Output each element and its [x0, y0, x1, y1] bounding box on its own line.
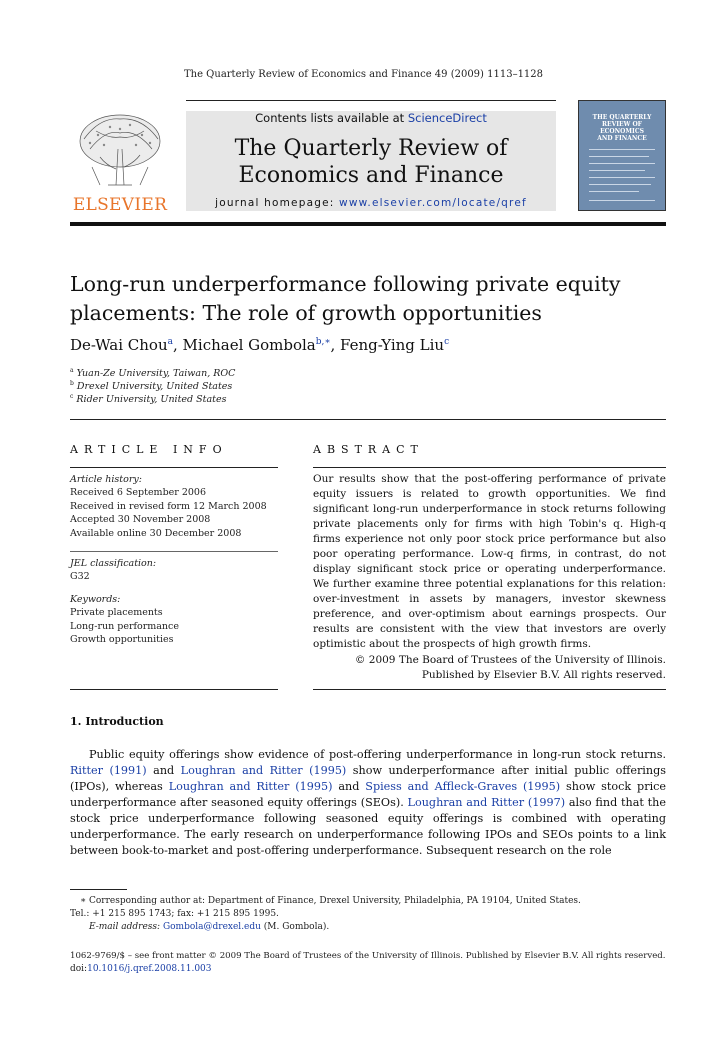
sciencedirect-link[interactable]: ScienceDirect	[407, 111, 487, 125]
journal-title-line1: The Quarterly Review of	[234, 136, 508, 161]
author-affiliation-marker[interactable]: c	[444, 337, 450, 347]
footnote-tel: Tel.: +1 215 895 1743; fax: +1 215 895 1995.	[70, 909, 279, 919]
article-info-heading: ARTICLE INFO	[70, 443, 228, 456]
jel-code: G32	[70, 571, 90, 582]
history-item: Received in revised form 12 March 2008	[70, 500, 267, 512]
jel-label: JEL classification:	[70, 558, 157, 569]
elsevier-wordmark: ELSEVIER	[72, 195, 168, 215]
author-list	[70, 336, 666, 354]
abstract-bottom-rule	[313, 689, 666, 690]
section-rule	[70, 419, 666, 420]
intro-text: and	[332, 780, 366, 793]
affiliation-c: $^c$ Rider University, United States	[70, 393, 227, 406]
author-name[interactable]: De-Wai Chou	[70, 336, 168, 354]
abstract-rule	[313, 467, 666, 468]
masthead-bottom-rule	[70, 222, 666, 226]
introduction-body	[70, 747, 666, 859]
footnote-corresponding: ∗ Corresponding author at: Department of Finance, Drexel University, Philadelphia, PA 19104, United States.	[80, 896, 581, 906]
header-rule	[186, 100, 556, 101]
author-name[interactable]: Feng-Ying Liu	[340, 336, 445, 354]
cover-text-line	[589, 170, 645, 171]
intro-text: show underperformance after initial public offerings (IPOs), whereas	[70, 764, 666, 793]
introduction-heading: 1. Introduction	[70, 715, 164, 728]
journal-cover[interactable]	[578, 100, 666, 211]
abstract-text: Our results show that the post-offering performance of private equity issuers is related to growth opportunities. We find significant long-run underperformance in stock returns following private placements only for firms with high Tobin's q. High-q firms experience not only poor stock price performance but also poor operating performance. Low-q firms, in contrast, do not display significant stock price or operating underperformance. We further examine three potential explanations for this relation: over-investment in assets by managers, investor skewness preference, and over-optimism about earnings prospects. Our results are consistent with the view that investors are overly optimistic about the prospects of high growth firms.	[313, 473, 666, 650]
citation-link[interactable]: Loughran and Ritter (1995)	[180, 764, 347, 777]
front-matter-line: 1062-9769/$ – see front matter © 2009 The Board of Trustees of the University of Illinois. Published by Elsevier B.V. All rights reserved.	[70, 951, 666, 961]
keyword-item: Private placements	[70, 607, 163, 618]
abstract-copyright-line1: © 2009 The Board of Trustees of the University of Illinois.	[354, 654, 666, 666]
intro-text: also find that the stock price underperformance following seasoned equity offerings is combined with operating underperformance. The early research on underperformance following IPOs and SEOs points to a link between book-to-market and post-offering underperformance. Subsequent research on the role	[70, 796, 667, 857]
keywords-label: Keywords:	[70, 594, 121, 605]
cover-text-line	[589, 200, 655, 201]
journal-title-line2: Economics and Finance	[238, 163, 504, 188]
citation-link[interactable]: Ritter (1991)	[70, 764, 147, 777]
tree-logo-icon	[70, 109, 170, 195]
doi-label: doi:	[70, 964, 88, 974]
article-title-line2: placements: The role of growth opportunities	[70, 301, 542, 325]
keyword-item: Long-run performance	[70, 620, 179, 632]
abstract-copyright-line2: Published by Elsevier B.V. All rights reserved.	[421, 669, 666, 681]
keyword-item: Growth opportunities	[70, 634, 174, 645]
cover-text-line	[589, 149, 655, 150]
cover-text-line	[589, 163, 655, 164]
author-affiliation-marker[interactable]: a	[167, 337, 173, 347]
author-name[interactable]: Michael Gombola	[182, 336, 316, 354]
history-list	[70, 486, 267, 540]
footnote-email	[89, 922, 329, 932]
email-suffix: (M. Gombola).	[260, 922, 330, 932]
cover-text-line	[589, 191, 639, 192]
homepage-label: journal homepage:	[215, 197, 340, 209]
article-title-line1: Long-run underperformance following private equity	[70, 272, 621, 296]
email-link[interactable]: Gombola@drexel.edu	[162, 922, 261, 932]
cover-title-line2: REVIEW OF	[602, 121, 642, 128]
citation-link[interactable]: Spiess and Affleck-Graves (1995)	[365, 780, 561, 793]
email-label: E-mail address:	[89, 922, 163, 932]
author-separator: ,	[172, 336, 183, 354]
cover-text-line	[589, 156, 649, 157]
affiliation-a: $^a$ Yuan-Ze University, Taiwan, ROC	[70, 367, 236, 380]
contents-prefix: Contents lists available at	[255, 111, 408, 125]
history-item: Available online 30 December 2008	[70, 527, 242, 539]
citation-link[interactable]: Loughran and Ritter (1997)	[407, 796, 566, 809]
elsevier-logo[interactable]	[70, 109, 170, 215]
cover-title-line3: ECONOMICS	[600, 128, 644, 135]
keywords-list	[70, 606, 179, 647]
article-info-rule	[70, 467, 278, 468]
affiliation-b: $^b$ Drexel University, United States	[70, 380, 233, 393]
journal-masthead	[186, 111, 556, 211]
cover-text-line	[589, 177, 655, 178]
intro-text: and	[146, 764, 181, 777]
article-info-bottom-rule	[70, 689, 278, 690]
cover-text-line	[589, 184, 651, 185]
journal-homepage	[186, 197, 556, 209]
history-item: Received 6 September 2006	[70, 487, 207, 498]
cover-title	[579, 114, 665, 142]
citation-link[interactable]: Loughran and Ritter (1995)	[168, 780, 333, 793]
history-label: Article history:	[70, 474, 142, 485]
cover-title-line1: THE QUARTERLY	[592, 114, 652, 121]
history-item: Accepted 30 November 2008	[70, 514, 211, 525]
author-separator: ,	[330, 336, 341, 354]
contents-line	[186, 111, 556, 125]
author-affiliation-marker[interactable]: b,∗	[315, 337, 331, 347]
running-head: The Quarterly Review of Economics and Finance 49 (2009) 1113–1128	[183, 69, 544, 80]
footnote-rule	[70, 889, 127, 890]
journal-title	[186, 135, 556, 189]
intro-text: Public equity offerings show evidence of post-offering underperformance in long-run stock returns.	[89, 748, 666, 761]
intro-text: show stock price underperformance after seasoned equity offerings (SEOs).	[70, 780, 667, 809]
abstract-heading: ABSTRACT	[313, 443, 424, 456]
doi-link[interactable]: 10.1016/j.qref.2008.11.003	[87, 964, 212, 974]
doi-line	[70, 964, 212, 974]
homepage-link[interactable]: www.elsevier.com/locate/qref	[339, 197, 527, 209]
cover-title-line4: AND FINANCE	[597, 135, 647, 142]
article-title	[70, 270, 666, 328]
article-info-rule	[70, 551, 278, 552]
